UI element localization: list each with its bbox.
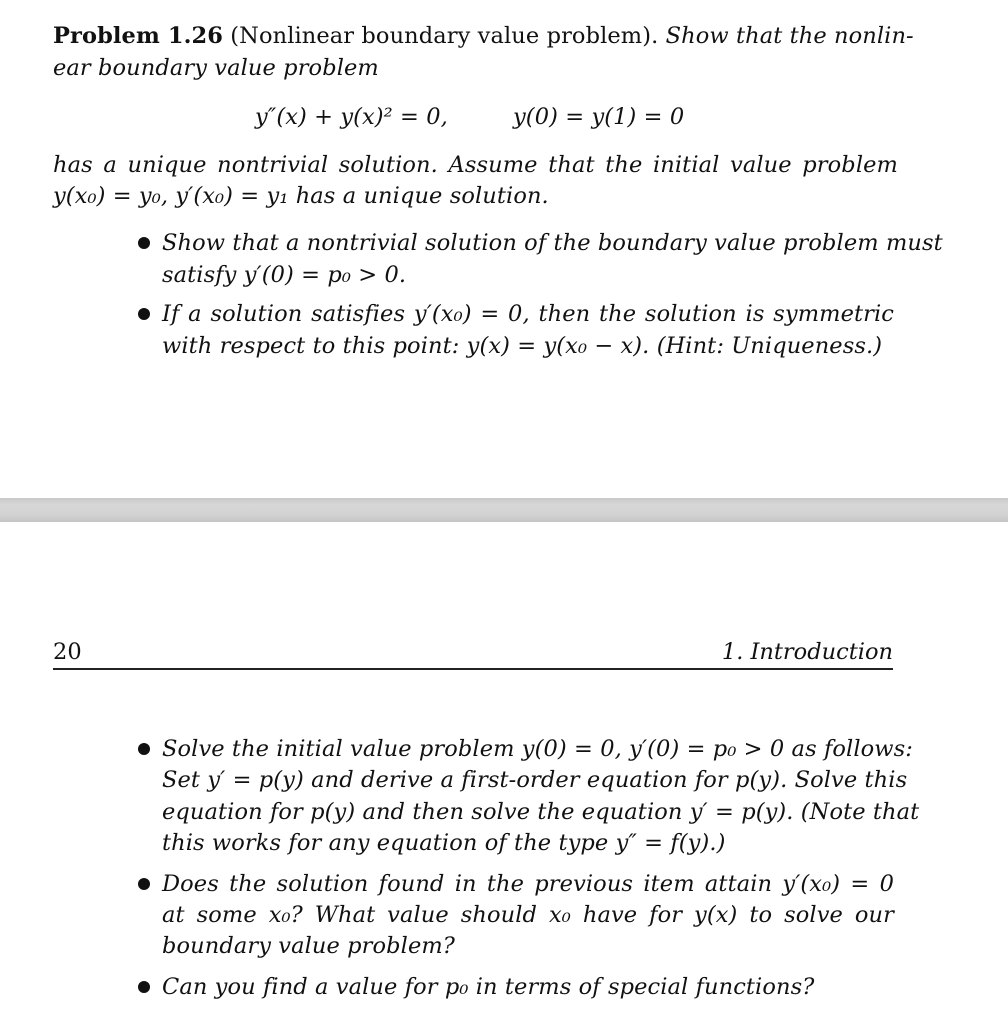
bullet-icon: [138, 878, 150, 890]
problem-title: (Nonlinear boundary value problem).: [230, 23, 659, 49]
paragraph-line-1: [53, 150, 898, 180]
bottom-bullet-1-line-1: Solve the initial value problem y(0) = 0, y′(0) = p₀ > 0 as follows:: [162, 736, 913, 762]
top-page: [0, 0, 1008, 498]
bullet-icon: [138, 981, 150, 993]
problem-intro-start: Show that the nonlin-: [665, 23, 914, 49]
problem-number: Problem 1.26: [53, 23, 224, 49]
top-bullet-2-line-2: with respect to this point: y(x) = y(x₀ − x). (Hint: Uniqueness.): [162, 333, 883, 359]
paragraph-claim: has a unique nontrivial solution.: [53, 152, 438, 178]
bottom-bullet-1-line-2: Set y′ = p(y) and derive a first-order equation for p(y). Solve this: [162, 767, 908, 793]
display-equation: [255, 102, 695, 132]
problem-intro-continued: ear boundary value problem: [53, 55, 379, 81]
boundary-conditions: y(0) = y(1) = 0: [513, 104, 685, 130]
ode-equation: y″(x) + y(x)² = 0,: [255, 104, 448, 130]
problem-title-line: [53, 21, 914, 51]
page-number: 20: [53, 639, 82, 665]
bottom-bullet-3-line-1: Can you find a value for p₀ in terms of special functions?: [162, 974, 815, 1000]
header-rule: [53, 668, 893, 670]
bottom-bullet-1-line-4: this works for any equation of the type y″ = f(y).): [162, 830, 726, 856]
page-separator: [0, 498, 1008, 522]
bottom-bullet-1-line-3: equation for p(y) and then solve the equation y′ = p(y). (Note that: [162, 799, 920, 825]
top-bullet-2-line-1: If a solution satisfies y′(x₀) = 0, then the solution is symmetric: [162, 301, 894, 327]
running-header: 1. Introduction: [721, 639, 893, 665]
bottom-bullet-2-line-2: at some x₀? What value should x₀ have for y(x) to solve our: [162, 902, 894, 928]
bottom-bullet-2-line-1: Does the solution found in the previous item attain y′(x₀) = 0: [162, 871, 894, 897]
paragraph-assumption: Assume that the initial value problem: [448, 152, 898, 178]
top-bullet-1-line-2: satisfy y′(0) = p₀ > 0.: [162, 262, 407, 288]
bullet-icon: [138, 308, 150, 320]
paragraph-line-2: y(x₀) = y₀, y′(x₀) = y₁ has a unique solution.: [53, 183, 549, 209]
bullet-icon: [138, 237, 150, 249]
top-bullet-1-line-1: Show that a nontrivial solution of the boundary value problem must: [162, 230, 943, 256]
bottom-bullet-2-line-3: boundary value problem?: [162, 933, 455, 959]
bullet-icon: [138, 743, 150, 755]
